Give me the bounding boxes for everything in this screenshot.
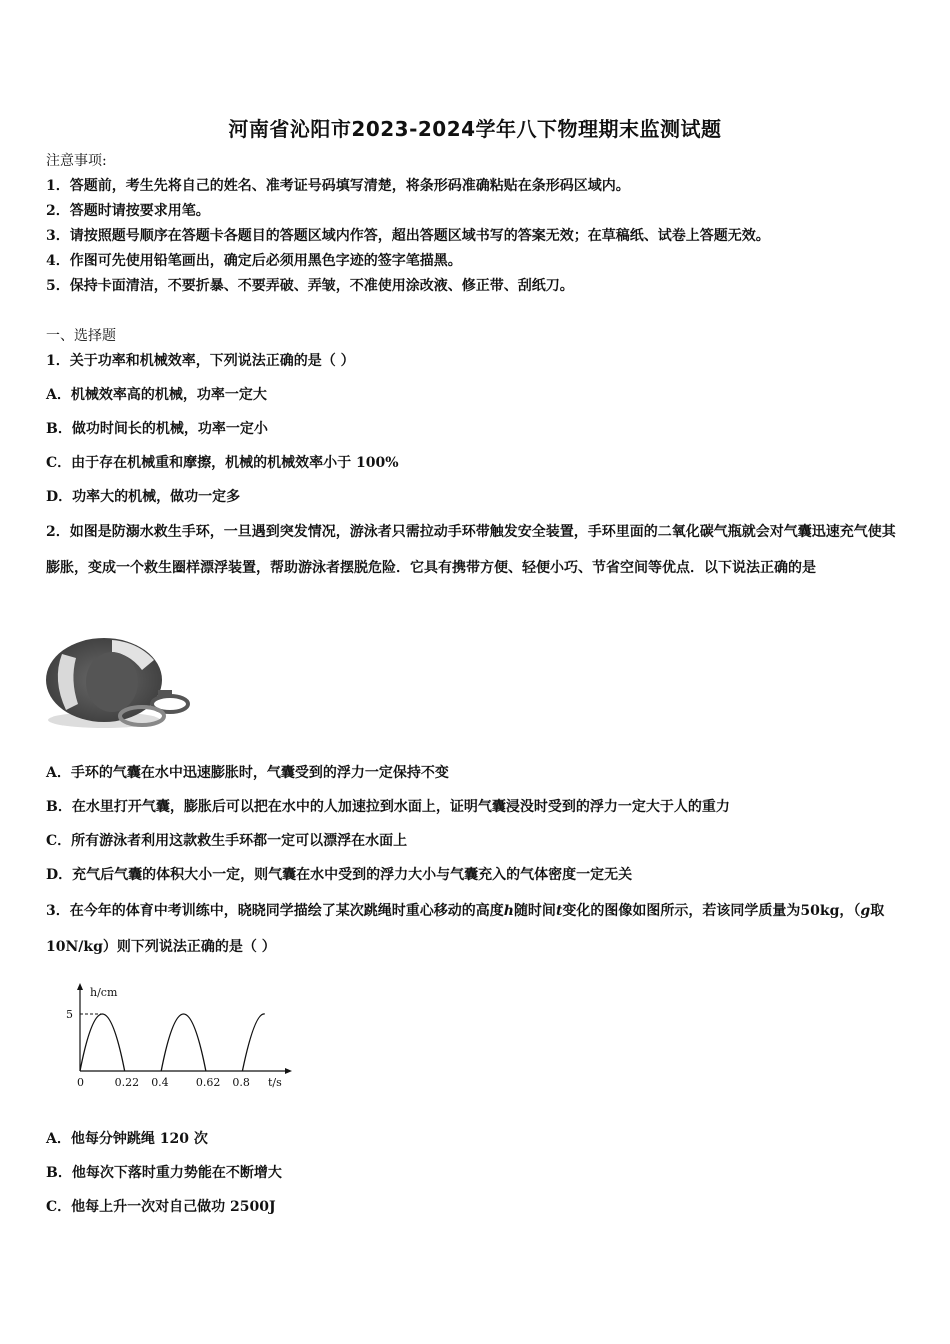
q3-option-c: C．他每上升一次对自己做功 2500J (46, 1199, 276, 1215)
q3-option-a: A．他每分钟跳绳 120 次 (46, 1131, 208, 1147)
q2-stem: 2．如图是防溺水救生手环，一旦遇到突发情况，游泳者只需拉动手环带触发安全装置，手环里面的二氧化碳气瓶就会对气囊迅速充气使其膨胀，变成一个救生圈样漂浮装置，帮助游泳者摆脱危险．它具有携带方便、轻便小巧、节省空间等优点．以下说法正确的是 (46, 524, 896, 576)
q3-var-h: h (503, 903, 514, 919)
q3-stem-part-c: 变化的图像如图所示，若该同学质量为50kg，（ (562, 903, 861, 919)
notice-item-5: 5．保持卡面清洁，不要折暴、不要弄破、弄皱，不准使用涂改液、修正带、刮纸刀。 (46, 278, 574, 294)
rescue-bracelet-image (42, 630, 192, 730)
q3-stem-part-a: 3．在今年的体育中考训练中，晓晓同学描绘了某次跳绳时重心移动的高度 (46, 903, 504, 919)
q3-var-t: t (555, 903, 563, 919)
notice-item-3: 3．请按照题号顺序在答题卡各题目的答题区域内作答，超出答题区域书写的答案无效；在草稿纸、试卷上答题无效。 (46, 228, 770, 244)
q3-var-g: g (860, 903, 871, 919)
q1-stem: 1．关于功率和机械效率，下列说法正确的是（ ） (46, 353, 355, 369)
q3-stem-part-d: 取 10N/kg）则下列说法正确的是（ ） (46, 903, 885, 955)
height-time-graph (60, 982, 300, 1092)
x-tick-label: 0.22 (114, 1076, 140, 1089)
notice-item-2: 2．答题时请按要求用笔。 (46, 203, 210, 219)
jump-arc (242, 1014, 264, 1071)
q3-stem-part-b: 随时间 (513, 903, 556, 919)
x-tick-label: 0.62 (195, 1076, 221, 1089)
notice-item-4: 4．作图可先使用铅笔画出，确定后必须用黑色字迹的签字笔描黑。 (46, 253, 462, 269)
jump-arc (80, 1014, 125, 1071)
notice-item-1: 1．答题前，考生先将自己的姓名、准考证号码填写清楚，将条形码准确粘贴在条形码区域内。 (46, 178, 630, 194)
x-axis-arrow-icon (285, 1068, 292, 1074)
jump-arc (161, 1014, 206, 1071)
y-tick-label: 5 (66, 1008, 73, 1021)
q3-option-b: B．他每次下落时重力势能在不断增大 (46, 1165, 282, 1181)
q1-option-a: A．机械效率高的机械，功率一定大 (46, 387, 267, 403)
page-title: 河南省沁阳市2023-2024学年八下物理期末监测试题 (228, 117, 722, 141)
x-tick-label: 0 (77, 1076, 84, 1089)
q2-option-c: C．所有游泳者利用这款救生手环都一定可以漂浮在水面上 (46, 833, 408, 849)
x-tick-label: 0.4 (151, 1076, 169, 1089)
y-axis-label: h/cm (90, 986, 118, 999)
q2-option-a: A．手环的气囊在水中迅速膨胀时，气囊受到的浮力一定保持不变 (46, 765, 449, 781)
section-heading: 一、选择题 (46, 328, 116, 344)
q3-stem (46, 893, 908, 965)
q2-option-d: D．充气后气囊的体积大小一定，则气囊在水中受到的浮力大小与气囊充入的气体密度一定无关 (46, 867, 633, 883)
x-tick-label: 0.8 (232, 1076, 250, 1089)
y-axis-arrow-icon (77, 983, 83, 990)
q1-option-d: D．功率大的机械，做功一定多 (46, 489, 241, 505)
q1-option-c: C．由于存在机械重和摩擦，机械的机械效率小于 100% (46, 455, 399, 471)
q1-option-b: B．做功时间长的机械，功率一定小 (46, 421, 268, 437)
notice-heading: 注意事项: (46, 153, 107, 169)
x-axis-label: t/s (268, 1076, 282, 1089)
q2-option-b: B．在水里打开气囊，膨胀后可以把在水中的人加速拉到水面上，证明气囊浸没时受到的浮力一定大于人的重力 (46, 799, 730, 815)
